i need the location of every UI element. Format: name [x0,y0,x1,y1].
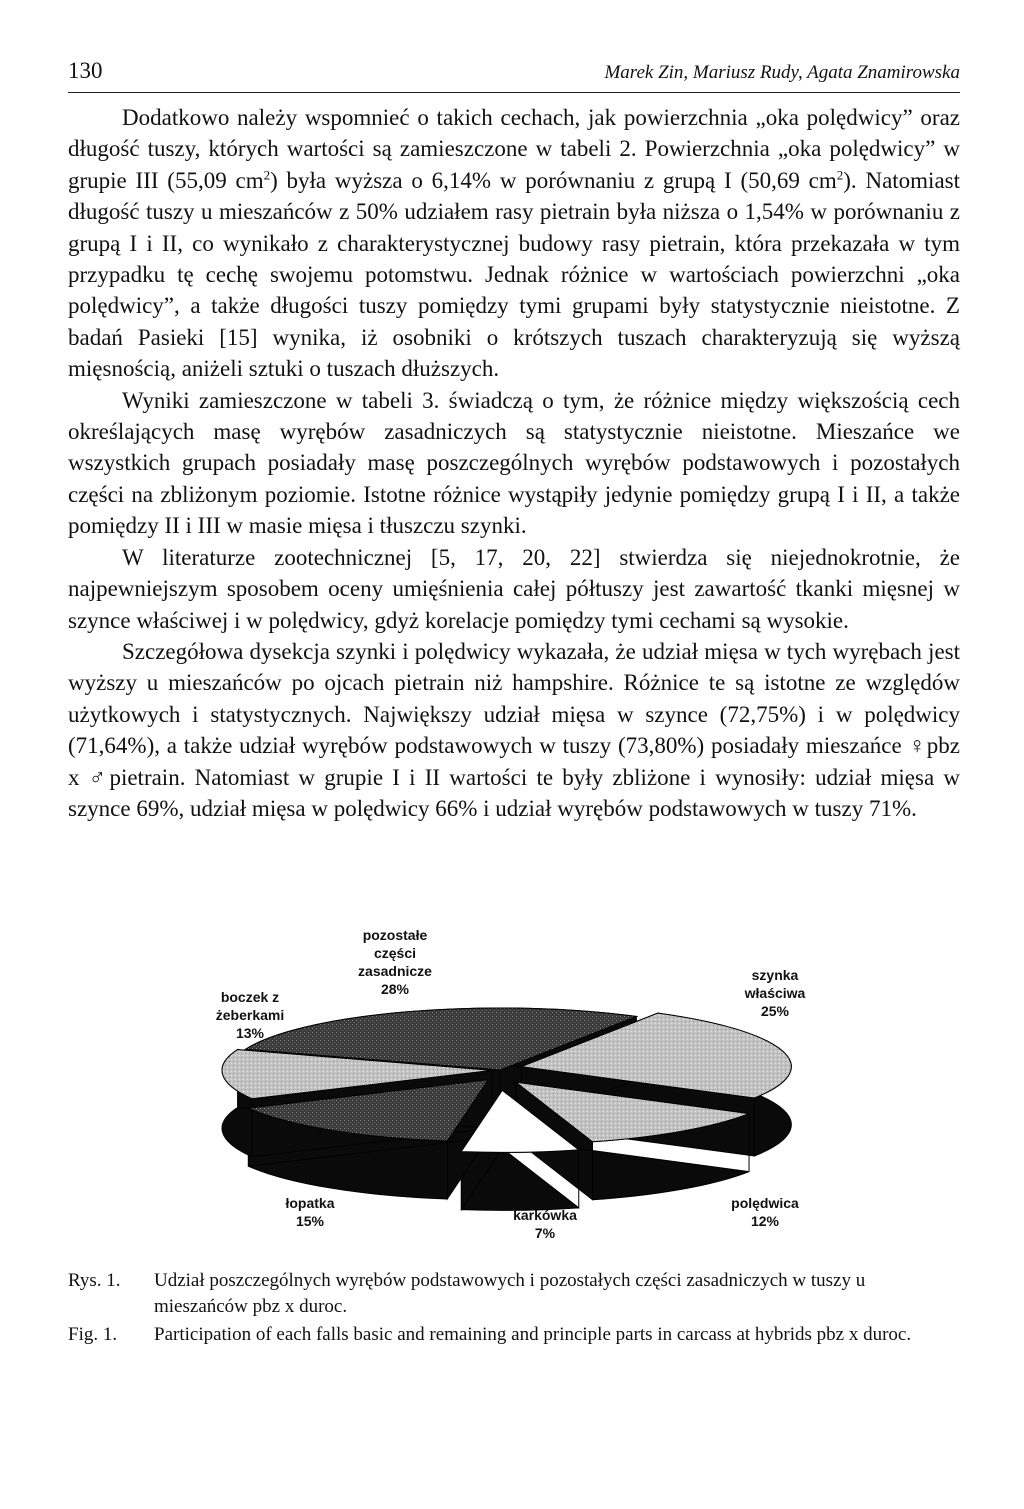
superscript: 2 [836,167,844,183]
caption-text: Udział poszczególnych wyrębów podstawowych i pozostałych części zasadniczych w tuszy u mieszańców pbz x duroc. [154,1270,866,1317]
paragraph-4: Szczegółowa dysekcja szynki i polędwicy wykazała, że udział mięsa w tych wyrębach jest wyższy u mieszańców po ojcach pietrain niż hampshire. Różnice te są istotne ze względów użytkowych i statystycznych. Największy udział mięsa w szynce (72,75%) i w polędwicy (71,64%), a także udział wyrębów podstawowych w tuszy (73,80%) posiadały mieszańce ♀pbz x ♂pietrain. Natomiast w grupie I i II wartości te były zbliżone i wynosiły: udział mięsa w szynce 69%, udział mięsa w polędwicy 66% i udział wyrębów podstawowych w tuszy 71%. [68,638,960,821]
running-head-authors: Marek Zin, Mariusz Rudy, Agata Znamirowska [604,62,960,83]
paragraph-3: W literaturze zootechnicznej [5, 17, 20, 22] stwierdza się niejednokrotnie, że najpewniejszym sposobem oceny umięśnienia całej półtuszy jest zawartość tkanki mięsnej w szynce właściwej i w polędwicy, gdyż korelacje pomiędzy tymi cechami są wysokie. [68,544,960,633]
caption-text: Participation of each falls basic and remaining and principle parts in carcass at hybrids pbz x duroc. [154,1324,912,1345]
paragraph-1-part-b: ) była wyższa o 6,14% w porównaniu z grupą I (50,69 cm [270,167,837,193]
pie-label-shoulder: łopatka 15% [285,1195,335,1229]
paragraph-1-part-a: Dodatkowo należy wspomnieć o takich cechach, jak powierzchnia „oka polędwicy” oraz długość tuszy, których wartości są zamieszczone w tabeli 2. Powierzchnia „oka polędwicy” w grupie III (55,09 cm [68,105,960,193]
body-text [68,102,960,824]
pie-chart-figure [200,920,850,1260]
pie-label-ham: szynka właściwa 25% [744,967,806,1019]
pie-label-other-parts: pozostałe części zasadnicze 28% [358,927,432,997]
pie-chart [200,920,850,1260]
pie-label-neck: karkówka 7% [513,1207,577,1241]
caption-tag: Rys. 1. [68,1270,121,1291]
caption-tag: Fig. 1. [68,1324,118,1345]
pie-label-belly: boczek z żeberkami 13% [215,989,285,1041]
page-header [68,58,960,93]
caption-polish [68,1268,960,1320]
figure-captions [68,1268,960,1350]
paragraph-1 [68,102,960,385]
paragraph-2: Wyniki zamieszczone w tabeli 3. świadczą o tym, że różnice między większością cech określających masę wyrębów zasadniczych są statystycznie nieistotne. Mieszańce we wszystkich grupach posiadały masę poszczególnych wyrębów podstawowych i pozostałych części na zbliżonym poziomie. Istotne różnice wystąpiły jedynie pomiędzy grupą I i II, a także pomiędzy II i III w masie mięsa i tłuszczu szynki. [68,387,960,539]
pie-label-loin: polędwica 12% [731,1195,799,1229]
page-number: 130 [68,58,103,83]
paragraph-1-part-c: ). Natomiast długość tuszy u mieszańców z 50% udziałem rasy pietrain była niższa o 1,54% w porównaniu z grupą I i II, co wynikało z charakterystycznej budowy rasy pietrain, która przekazała w tym przypadku tę cechę swojemu potomstwu. Jednak różnice w wartościach powierzchni „oka polędwicy”, a także długości tuszy pomiędzy tymi grupami były statystycznie nieistotne. Z badań Pasieki [15] wynika, iż osobniki o krótszych tuszach charakteryzują się wyższą mięsnością, aniżeli sztuki o tuszach dłuższych. [68,167,960,382]
superscript: 2 [263,167,271,183]
caption-english [68,1322,960,1348]
